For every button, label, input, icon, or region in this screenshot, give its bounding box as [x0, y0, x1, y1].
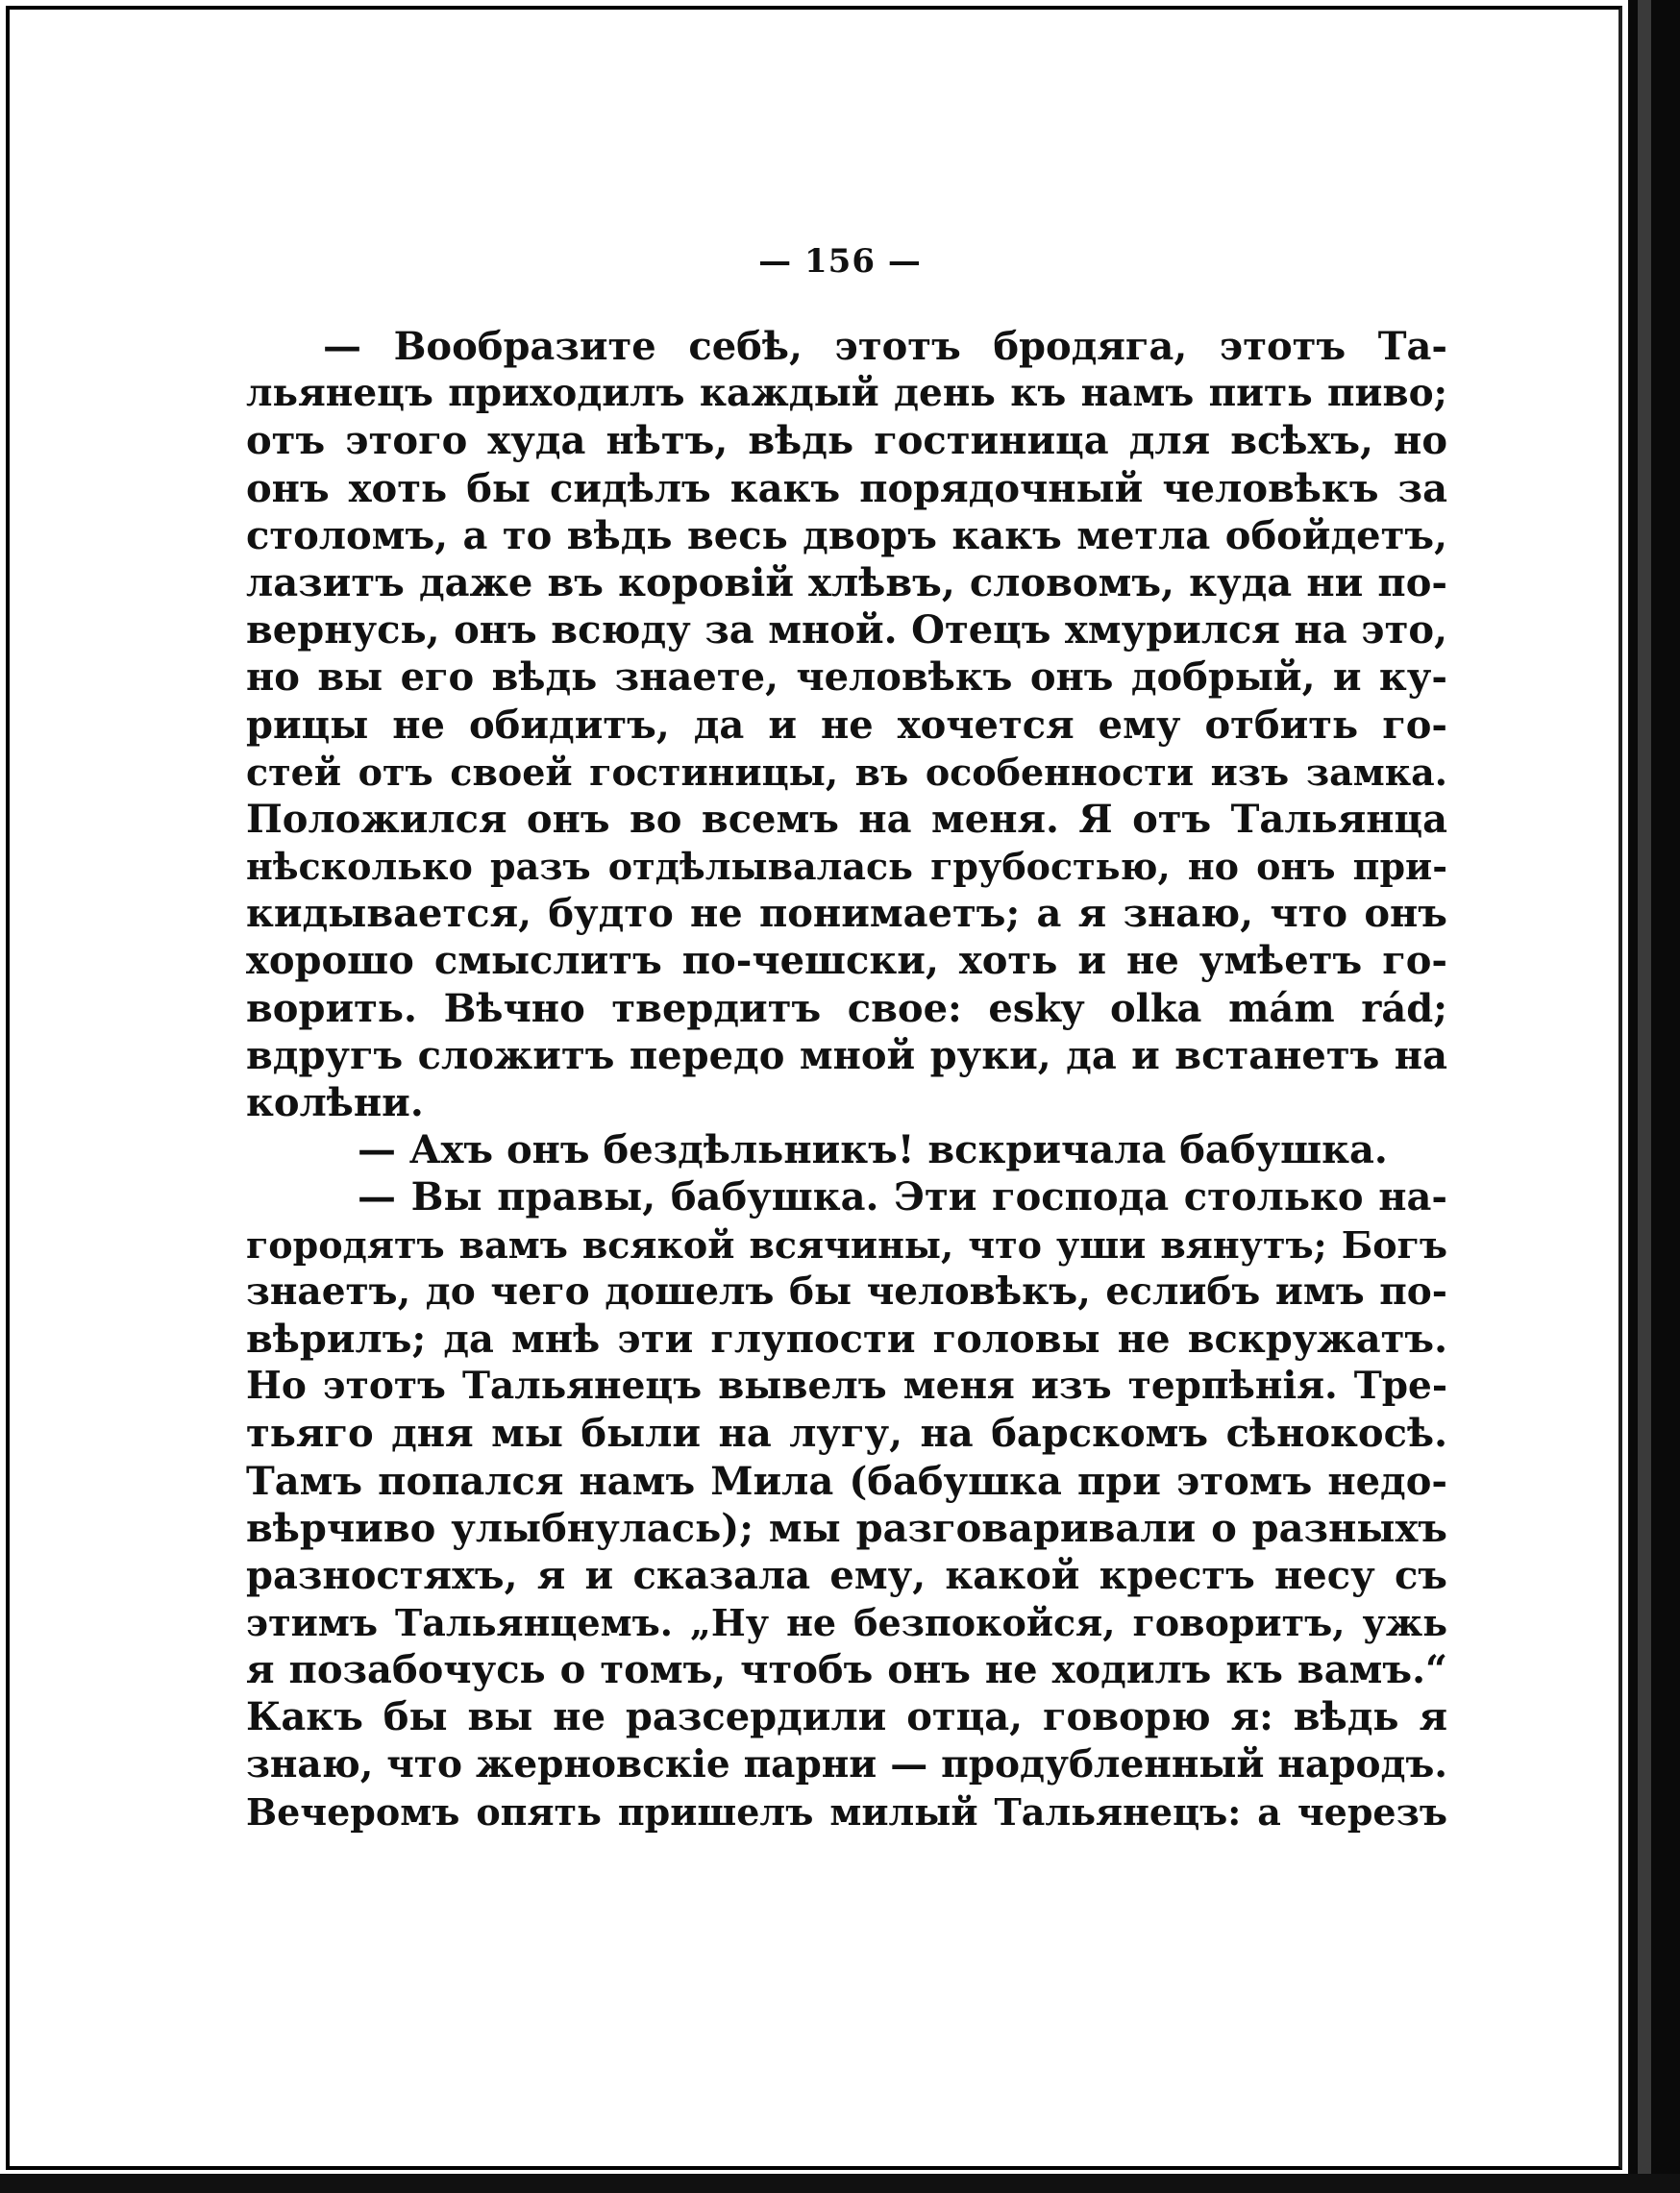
- text-line: знаю, что жерновскіе парни — продубленный народъ.: [246, 1741, 1447, 1786]
- text-line: тьяго дня мы были на лугу, на барскомъ сѣнокосѣ.: [246, 1411, 1447, 1457]
- text-line: лазитъ даже въ коровій хлѣвъ, словомъ, куда ни по-: [246, 559, 1447, 605]
- text-line: льянецъ приходилъ каждый день къ намъ пить пиво;: [246, 371, 1447, 416]
- text-line: рицы не обидитъ, да и не хочется ему отбить го-: [246, 702, 1447, 748]
- page-number: — 156 —: [758, 242, 922, 281]
- body-text: [246, 323, 1447, 1836]
- text-line: стей отъ своей гостиницы, въ особенности изъ замка.: [246, 750, 1447, 794]
- text-line: знаетъ, до чего дошелъ бы человѣкъ, еслибъ имъ по-: [246, 1269, 1447, 1314]
- text-line: вдругъ сложитъ передо мной руки, да и встанетъ на: [246, 1032, 1447, 1078]
- text-line: — Вы правы, бабушка. Эти господа столько на-: [358, 1174, 1447, 1220]
- text-line: нѣсколько разъ отдѣлывалась грубостью, но онъ при-: [246, 845, 1447, 889]
- text-line: кидывается, будто не понимаетъ; а я знаю, что онъ: [246, 891, 1447, 937]
- text-line: Какъ бы вы не разсердили отца, говорю я: вѣдь я: [246, 1694, 1447, 1740]
- scan-bottom-shadow: [0, 2174, 1680, 2193]
- scan-edge-inner: [1638, 0, 1651, 2193]
- text-line: хорошо смыслитъ по-чешски, хоть и не умѣетъ го-: [246, 938, 1447, 984]
- text-line: этимъ Тальянцемъ. „Ну не безпокойся, говоритъ, ужь: [246, 1601, 1447, 1645]
- text-line: вѣрилъ; да мнѣ эти глупости головы не вскружатъ.: [246, 1316, 1447, 1362]
- text-line: ворить. Вѣчно твердитъ свое: esky olka mám rád;: [246, 985, 1447, 1031]
- text-line: Вечеромъ опять пришелъ милый Тальянецъ: а черезъ: [246, 1789, 1447, 1834]
- text-line: разностяхъ, я и сказала ему, какой крестъ несу съ: [246, 1552, 1447, 1598]
- text-line: — Ахъ онъ бездѣльникъ! вскричала бабушка.: [358, 1127, 1388, 1173]
- text-line: Положился онъ во всемъ на меня. Я отъ Тальянца: [246, 796, 1447, 842]
- scan-edge-shadow: [1628, 0, 1680, 2193]
- text-line: вѣрчиво улыбнулась); мы разговаривали о разныхъ: [246, 1505, 1447, 1551]
- text-line: колѣни.: [246, 1080, 424, 1125]
- text-line: городятъ вамъ всякой всячины, что уши вянутъ; Богъ: [246, 1222, 1447, 1267]
- text-line: вернусь, онъ всюду за мной. Отецъ хмурился на это,: [246, 607, 1447, 653]
- text-line: отъ этого худа нѣтъ, вѣдь гостиница для всѣхъ, но: [246, 418, 1447, 464]
- text-line: — Вообразите себѣ, этотъ бродяга, этотъ Та-: [323, 324, 1447, 369]
- text-line: я позабочусь о томъ, чтобъ онъ не ходилъ къ вамъ.“: [246, 1647, 1447, 1693]
- text-line: Тамъ попался намъ Мила (бабушка при этомъ недо-: [246, 1458, 1447, 1504]
- text-line: Но этотъ Тальянецъ вывелъ меня изъ терпѣнія. Тре-: [246, 1364, 1447, 1409]
- text-line: но вы его вѣдь знаете, человѣкъ онъ добрый, и ку-: [246, 654, 1447, 701]
- text-line: онъ хоть бы сидѣлъ какъ порядочный человѣкъ за: [246, 465, 1447, 511]
- text-line: столомъ, а то вѣдь весь дворъ какъ метла обойдетъ,: [246, 512, 1447, 558]
